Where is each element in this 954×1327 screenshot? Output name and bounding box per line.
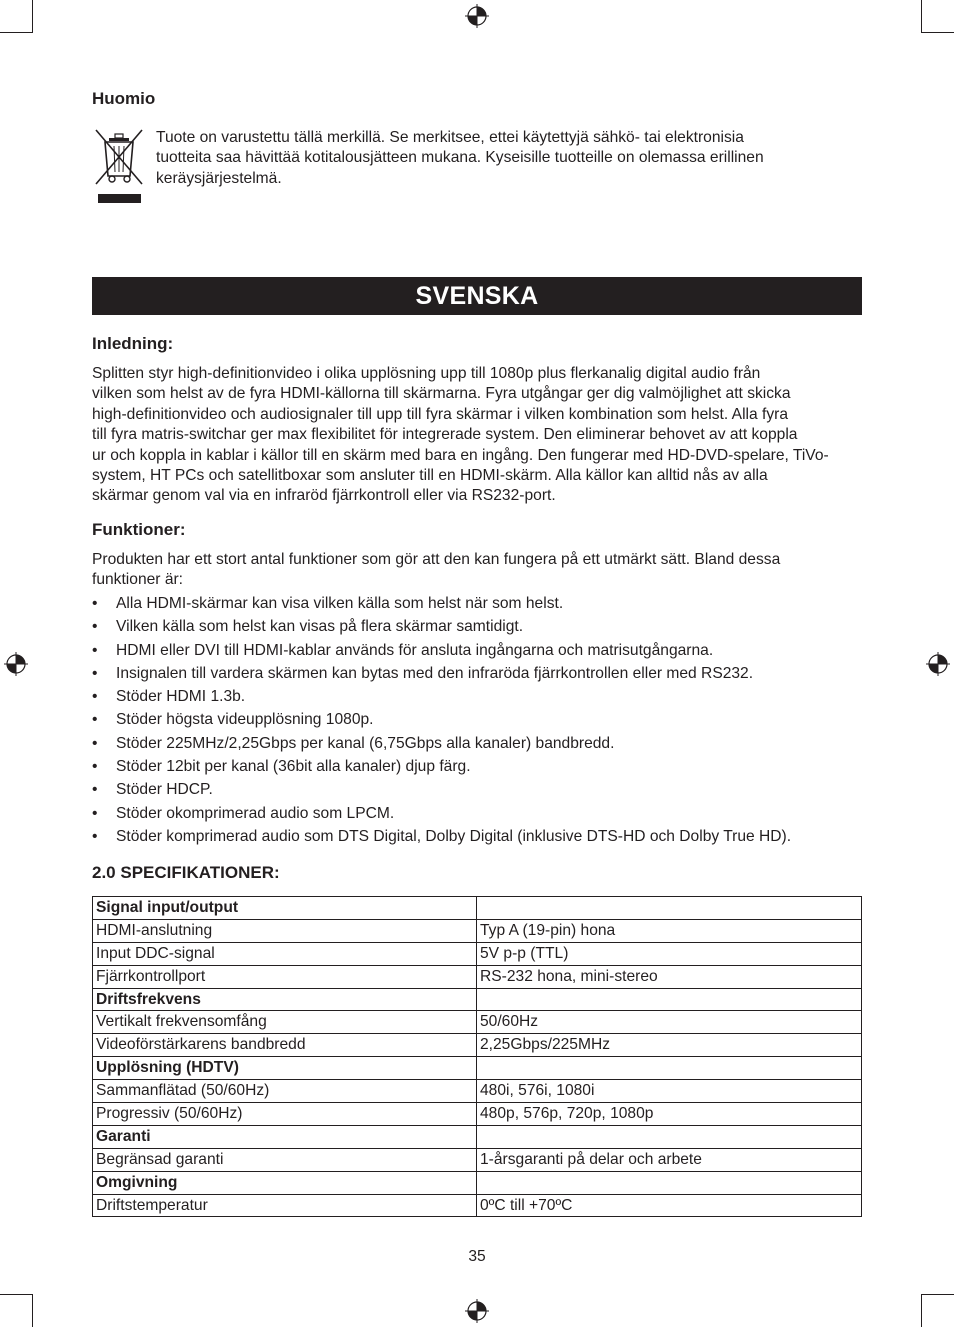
table-row [93, 1080, 862, 1103]
notice-line: Tuote on varustettu tällä merkillä. Se merkitsee, ettei käytettyjä sähkö- tai elektronisia [156, 129, 744, 146]
specs-table [92, 896, 862, 1217]
spec-label: Input DDC-signal [93, 942, 477, 965]
spec-label: Driftstemperatur [93, 1194, 477, 1217]
spec-value: Typ A (19-pin) hona [477, 919, 862, 942]
crop-mark [921, 0, 922, 33]
spec-value: 1-årsgaranti på delar och arbete [477, 1148, 862, 1171]
list-item-text: Stöder okomprimerad audio som LPCM. [116, 804, 395, 822]
table-row [93, 897, 862, 920]
crossed-out-wheelie-bin-icon [94, 128, 144, 206]
intro-line: high-definitionvideo och audiosignaler till upp till fyra skärmar i vilken kombination som helst. Alla fyra [92, 405, 788, 423]
registration-mark-icon [4, 652, 28, 676]
bullet-icon: • [92, 758, 98, 776]
bullet-icon: • [92, 734, 98, 752]
spec-value: 480p, 576p, 720p, 1080p [477, 1103, 862, 1126]
intro-line: till fyra matris-switchar ger max flexibilitet för integrerade system. Den eliminerar behovet av att koppla [92, 426, 798, 444]
spec-value [477, 988, 862, 1011]
spec-label: Fjärrkontrollport [93, 965, 477, 988]
list-item-text: Stöder 12bit per kanal (36bit alla kanaler) djup färg. [116, 758, 471, 776]
spec-value: 2,25Gbps/225MHz [477, 1034, 862, 1057]
spec-label: Videoförstärkarens bandbredd [93, 1034, 477, 1057]
table-row [93, 1194, 862, 1217]
list-item-text: Insignalen till vardera skärmen kan bytas med den infraröda fjärrkontrollen eller med RS232. [116, 664, 754, 682]
bullet-icon: • [92, 827, 98, 845]
spec-value [477, 1125, 862, 1148]
list-item-text: Stöder högsta videupplösning 1080p. [116, 711, 374, 729]
table-row [93, 965, 862, 988]
list-item [92, 685, 882, 708]
spec-value: 5V p-p (TTL) [477, 942, 862, 965]
list-item [92, 825, 882, 848]
registration-mark-icon [465, 4, 489, 28]
list-item [92, 802, 882, 825]
crop-mark [921, 32, 954, 33]
table-row [93, 919, 862, 942]
intro-line: ur och koppla in kablar i källor till en skärm med bara en ingång. Den fungerar med HD-DVD-spelare, TiVo- [92, 446, 829, 464]
list-item [92, 732, 882, 755]
table-row [93, 1034, 862, 1057]
table-row [93, 1125, 862, 1148]
intro-heading: Inledning: [92, 334, 174, 353]
list-item [92, 639, 882, 662]
crop-mark [921, 1294, 954, 1295]
table-row [93, 1057, 862, 1080]
intro-paragraph [92, 364, 867, 507]
spec-value [477, 1057, 862, 1080]
features-heading: Funktioner: [92, 520, 186, 539]
page-number: 35 [468, 1248, 486, 1265]
spec-label: Vertikalt frekvensomfång [93, 1011, 477, 1034]
list-item-text: Stöder komprimerad audio som DTS Digital, Dolby Digital (inklusive DTS-HD och Dolby True HD). [116, 827, 792, 845]
bullet-icon: • [92, 641, 98, 659]
crop-mark [32, 1294, 33, 1327]
list-item [92, 662, 882, 685]
spec-label: Sammanflätad (50/60Hz) [93, 1080, 477, 1103]
intro-line: vilken som helst av de fyra HDMI-källorna till skärmarna. Fyra utgångar ger dig valmöjlighet att skicka [92, 385, 791, 403]
bullet-icon: • [92, 664, 98, 682]
specs-heading: 2.0 SPECIFIKATIONER: [92, 863, 280, 882]
notice-heading: Huomio [92, 89, 156, 108]
spec-label: Garanti [93, 1125, 477, 1148]
bullet-icon: • [92, 688, 98, 706]
language-banner: SVENSKA [92, 277, 862, 315]
list-item-text: Stöder HDCP. [116, 781, 213, 799]
features-intro [92, 550, 867, 591]
notice-text [156, 128, 876, 189]
intro-line: skärmar genom val via en infraröd fjärrkontroll eller via RS232-port. [92, 487, 556, 505]
table-row [93, 988, 862, 1011]
spec-value: RS-232 hona, mini-stereo [477, 965, 862, 988]
crop-mark [0, 1294, 33, 1295]
intro-line: system, HT PCs och satellitboxar som ansluter till en HDMI-skärm. Alla källor kan alltid nås av alla [92, 467, 768, 485]
spec-label: HDMI-anslutning [93, 919, 477, 942]
features-intro-line: Produkten har ett stort antal funktioner som gör att den kan fungera på ett utmärkt sätt. Bland dessa [92, 551, 781, 568]
bullet-icon: • [92, 618, 98, 636]
list-item-text: Alla HDMI-skärmar kan visa vilken källa som helst när som helst. [116, 595, 564, 612]
spec-label: Omgivning [93, 1171, 477, 1194]
crop-mark [32, 0, 33, 33]
spec-value: 50/60Hz [477, 1011, 862, 1034]
list-item [92, 615, 882, 638]
crop-mark [0, 32, 33, 33]
table-row [93, 1171, 862, 1194]
crop-mark [921, 1294, 922, 1327]
list-item [92, 592, 882, 615]
registration-mark-icon [926, 652, 950, 676]
features-intro-line: funktioner är: [92, 571, 184, 589]
spec-label: Signal input/output [93, 897, 477, 920]
features-list [92, 592, 882, 848]
spec-label: Upplösning (HDTV) [93, 1057, 477, 1080]
list-item-text: Stöder HDMI 1.3b. [116, 688, 246, 706]
bullet-icon: • [92, 711, 98, 729]
notice-line: keräysjärjestelmä. [156, 169, 282, 187]
spec-value: 480i, 576i, 1080i [477, 1080, 862, 1103]
spec-value [477, 897, 862, 920]
table-row [93, 1011, 862, 1034]
list-item [92, 755, 882, 778]
bullet-icon: • [92, 781, 98, 799]
bullet-icon: • [92, 595, 98, 612]
spec-value: 0ºC till +70ºC [477, 1194, 862, 1217]
list-item-text: Stöder 225MHz/2,25Gbps per kanal (6,75Gbps alla kanaler) bandbredd. [116, 734, 615, 752]
spec-label: Begränsad garanti [93, 1148, 477, 1171]
list-item-text: HDMI eller DVI till HDMI-kablar används för ansluta ingångarna och matrisutgångarna. [116, 641, 714, 659]
spec-label: Driftsfrekvens [93, 988, 477, 1011]
list-item [92, 708, 882, 731]
list-item-text: Vilken källa som helst kan visas på flera skärmar samtidigt. [116, 618, 524, 636]
bullet-icon: • [92, 804, 98, 822]
table-row [93, 1148, 862, 1171]
list-item [92, 778, 882, 801]
table-row [93, 942, 862, 965]
table-row [93, 1103, 862, 1126]
spec-value [477, 1171, 862, 1194]
registration-mark-icon [465, 1299, 489, 1323]
spec-label: Progressiv (50/60Hz) [93, 1103, 477, 1126]
notice-line: tuotteita saa hävittää kotitalousjätteen mukana. Kyseisille tuotteille on olemassa erillinen [156, 149, 764, 167]
intro-line: Splitten styr high-definitionvideo i olika upplösning upp till 1080p plus flerkanalig digital audio från [92, 365, 761, 382]
